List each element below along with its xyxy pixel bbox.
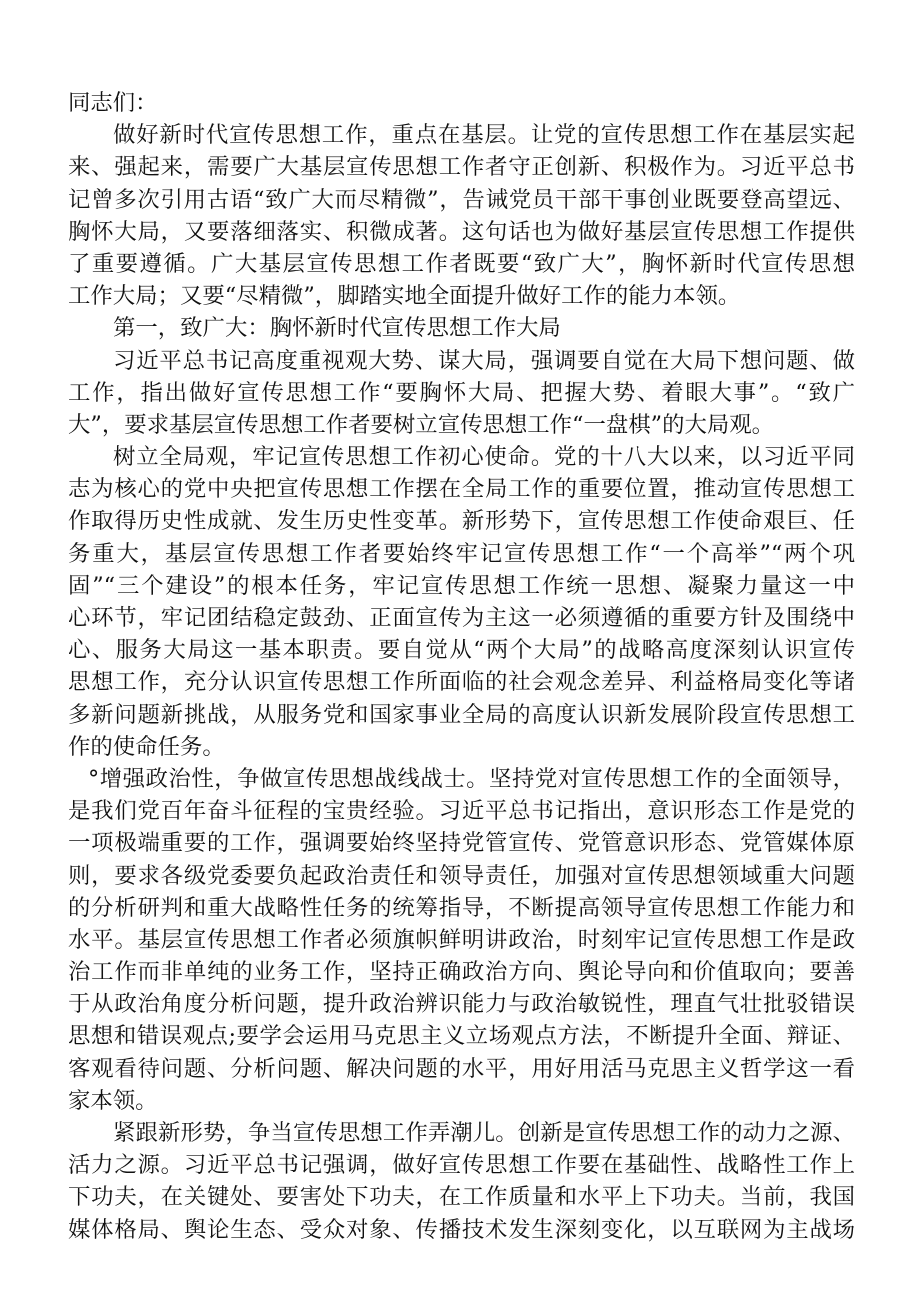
text-line: 水平。基层宣传思想工作者必须旗帜鲜明讲政治，时刻牢记宣传思想工作是政 — [68, 926, 855, 953]
text-line: 是我们党百年奋斗征程的宝贵经验。习近平总书记指出，意识形态工作是党的 — [68, 798, 855, 825]
text-line: 客观看待问题、分析问题、解决问题的水平，用好用活马克思主义哲学这一看 — [68, 1055, 855, 1082]
text-line: 心、服务大局这一基本职责。要自觉从“两个大局”的战略高度深刻认识宣传 — [68, 637, 855, 664]
text-line: 治工作而非单纯的业务工作，坚持正确政治方向、舆论导向和价值取向；要善 — [68, 959, 855, 986]
document-body — [68, 87, 855, 1246]
text-line: 志为核心的党中央把宣传思想工作摆在全局工作的重要位置，推动宣传思想工 — [68, 476, 855, 503]
text-line: 记曾多次引用古语“致广大而尽精微”，告诫党员干部干事创业既要登高望远、 — [68, 186, 855, 213]
text-line: 一项极端重要的工作，强调要始终坚持党管宣传、党管意识形态、党管媒体原 — [68, 830, 855, 857]
text-line: 家本领。 — [68, 1087, 158, 1114]
text-line: 树立全局观，牢记宣传思想工作初心使命。党的十八大以来，以习近平同 — [113, 444, 855, 471]
text-line: 心环节，牢记团结稳定鼓劲、正面宣传为主这一必须遵循的重要方针及围绕中 — [68, 605, 855, 631]
section-heading: 第一，致广大：胸怀新时代宣传思想工作大局 — [113, 315, 561, 342]
text-line: 则，要求各级党委要负起政治责任和领导责任，加强对宣传思想领域重大问题 — [68, 862, 855, 889]
text-line: 来、强起来，需要广大基层宣传思想工作者守正创新、积极作为。习近平总书 — [68, 154, 855, 181]
text-line: 务重大，基层宣传思想工作者要始终牢记宣传思想工作“一个高举”“两个巩 — [68, 540, 855, 567]
text-line: 多新问题新挑战，从服务党和国家事业全局的高度认识新发展阶段宣传思想工 — [68, 701, 855, 728]
text-line: 固”“三个建设”的根本任务，牢记宣传思想工作统一思想、凝聚力量这一中 — [68, 572, 855, 599]
text-line: 活力之源。习近平总书记强调，做好宣传思想工作要在基础性、战略性工作上 — [68, 1152, 855, 1179]
text-line: 下功夫，在关键处、要害处下功夫，在工作质量和水平上下功夫。当前，我国 — [68, 1184, 855, 1211]
text-line: 作的使命任务。 — [68, 733, 225, 760]
text-line: 思想工作，充分认识宣传思想工作所面临的社会观念差异、利益格局变化等诸 — [68, 669, 855, 696]
text-line: 工作，指出做好宣传思想工作“要胸怀大局、把握大势、着眼大事”。“致广 — [68, 379, 855, 406]
text-line: 做好新时代宣传思想工作，重点在基层。让党的宣传思想工作在基层实起 — [113, 122, 855, 149]
text-line: 作取得历史性成就、发生历史性变革。新形势下，宣传思想工作使命艰巨、任 — [68, 508, 855, 535]
text-line: 于从政治角度分析问题，提升政治辨识能力与政治敏锐性，理直气壮批驳错误 — [68, 991, 855, 1018]
text-line: 媒体格局、舆论生态、受众对象、传播技术发生深刻变化，以互联网为主战场 — [68, 1216, 855, 1243]
salutation: 同志们： — [68, 90, 158, 116]
text-line: 了重要遵循。广大基层宣传思想工作者既要“致广大”，胸怀新时代宣传思想 — [68, 250, 855, 277]
text-line: 的分析研判和重大战略性任务的统筹指导，不断提高领导宣传思想工作能力和 — [68, 894, 855, 921]
text-line: 胸怀大局，又要落细落实、积微成著。这句话也为做好基层宣传思想工作提供 — [68, 218, 855, 245]
text-line: 工作大局；又要“尽精微”，脚踏实地全面提升做好工作的能力本领。 — [68, 283, 741, 310]
text-line: 大”，要求基层宣传思想工作者要树立宣传思想工作“一盘棋”的大局观。 — [68, 411, 775, 438]
text-line: 思想和错误观点;要学会运用马克思主义立场观点方法，不断提升全面、辩证、 — [68, 1023, 855, 1050]
text-line: 习近平总书记高度重视观大势、谋大局，强调要自觉在大局下想问题、做 — [113, 347, 855, 374]
text-line: 紧跟新形势，争当宣传思想工作弄潮儿。创新是宣传思想工作的动力之源、 — [113, 1120, 855, 1146]
text-line: °增强政治性，争做宣传思想战线战士。坚持党对宣传思想工作的全面领导， — [88, 765, 855, 792]
